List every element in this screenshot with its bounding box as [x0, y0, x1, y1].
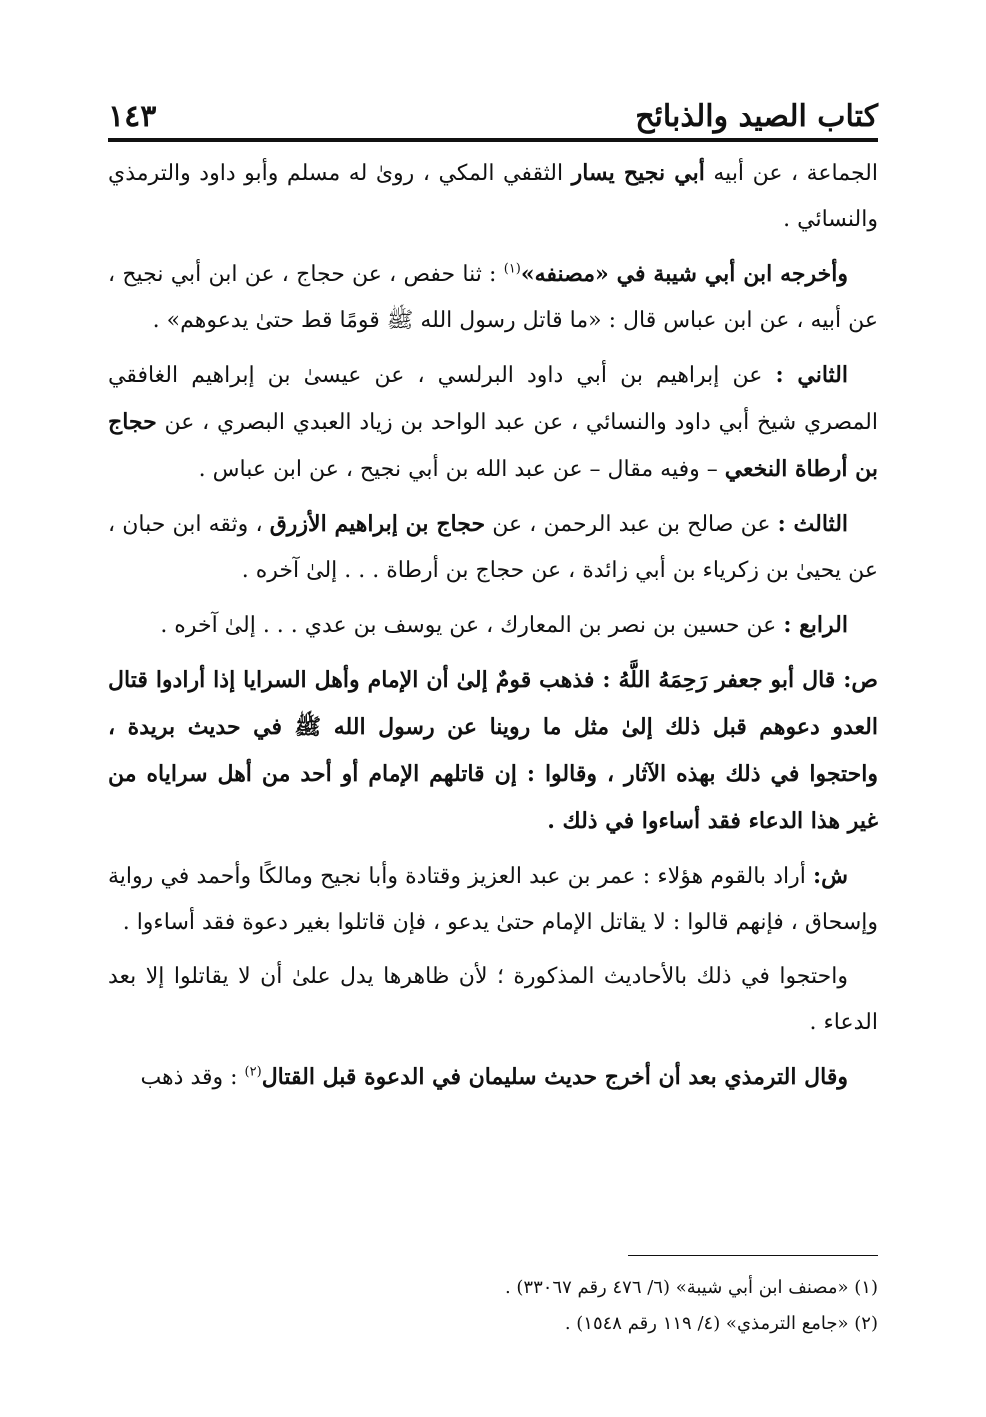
header-divider: [108, 138, 878, 142]
matn-text: ص: قال أبو جعفر رَحِمَهُ اللَّهُ : فذهب قومٌ إلىٰ أن الإمام وأهل السرايا إذا أرادوا قتال العدو دعوهم قبل ذلك إلىٰ مثل ما روينا عن رسول الله ﷺ في حديث بريدة ، واحتجوا في ذلك بهذه الآثار ، وقالوا : إن قاتلهم الإمام أو أحد من أهل سراياه من غير هذا الدعاء فقد أساءوا في ذلك .: [108, 667, 878, 834]
page-header: [108, 78, 878, 134]
footnotes: [108, 1270, 878, 1342]
paragraph-3: [108, 352, 878, 493]
section-label-second: الثاني :: [775, 362, 849, 388]
bold-lead: وأخرجه ابن أبي شيبة في «مصنفه»: [520, 261, 848, 287]
paragraph-text: واحتجوا في ذلك بالأحاديث المذكورة ؛ لأن ظاهرها يدل علىٰ أن لا يقاتلوا إلا بعد الدعاء .: [108, 964, 878, 1035]
paragraph-text: عن حسين بن نصر بن المعارك ، عن يوسف بن عدي . . . إلىٰ آخره .: [160, 613, 784, 638]
footnote-ref-1: (١): [503, 261, 521, 277]
bold-name: حجاج بن أرطاة النخعي: [108, 409, 878, 482]
sharh-label: ش:: [813, 863, 848, 889]
section-label-fourth: الرابع :: [783, 612, 848, 638]
paragraph-2: [108, 251, 878, 344]
footnote-ref-2: (٢): [244, 1064, 262, 1080]
page-number: ١٤٣: [108, 99, 157, 134]
footnote-1: (١) «مصنف ابن أبي شيبة» (٦/ ٤٧٦ رقم ٣٣٠٦٧) .: [504, 1277, 878, 1298]
section-label-third: الثالث :: [777, 511, 849, 537]
paragraph-text: عن إبراهيم بن أبي داود البرلسي ، عن عيسىٰ بن إبراهيم الغافقي المصري شيخ أبي داود والنسائي ، عن عبد الواحد بن زياد العبدي البصري ، عن: [108, 363, 878, 435]
page-body: [108, 150, 878, 1109]
paragraph-7: [108, 853, 878, 946]
footnote-divider: [628, 1255, 878, 1256]
paragraph-text: الثقفي المكي ، روىٰ له مسلم وأبو داود والترمذي والنسائي .: [108, 161, 878, 232]
book-title: كتاب الصيد والذبائح: [635, 99, 878, 134]
paragraph-text: ، وثقه ابن حبان ، عن يحيىٰ بن زكرياء بن أبي زائدة ، عن حجاج بن أرطاة . . . إلىٰ آخره .: [108, 512, 878, 583]
paragraph-text: – وفيه مقال – عن عبد الله بن أبي نجيح ، عن ابن عباس .: [198, 457, 725, 482]
paragraph-4: [108, 501, 878, 594]
footnote-2: (٢) «جامع الترمذي» (٤/ ١١٩ رقم ١٥٤٨) .: [564, 1313, 878, 1334]
paragraph-5: [108, 602, 878, 649]
paragraph-text: الجماعة ، عن أبيه: [704, 161, 878, 186]
paragraph-6: [108, 657, 878, 845]
paragraph-text: : ثنا حفص ، عن حجاج ، عن ابن أبي نجيح ، عن أبيه ، عن ابن عباس قال : «ما قاتل رسول الله ﷺ قومًا قط حتىٰ يدعوهم» .: [108, 262, 878, 333]
paragraph-text: أراد بالقوم هؤلاء : عمر بن عبد العزيز وقتادة وأبا نجيح ومالكًا وأحمد في رواية وإسحاق ، فإنهم قالوا : لا يقاتل الإمام حتىٰ يدعو ، فإن قاتلوا بغير دعوة فقد أساءوا .: [108, 864, 878, 935]
paragraph-1: [108, 150, 878, 243]
paragraph-9: [108, 1054, 878, 1101]
bold-name: حجاج بن إبراهيم الأزرق: [269, 511, 486, 537]
paragraph-8: [108, 954, 878, 1046]
bold-lead: وقال الترمذي بعد أن أخرج حديث سليمان في الدعوة قبل القتال: [261, 1064, 848, 1090]
bold-name: أبي نجيح يسار: [571, 160, 705, 186]
paragraph-text: : وقد ذهب: [140, 1065, 245, 1090]
paragraph-text: عن صالح بن عبد الرحمن ، عن: [485, 512, 778, 537]
